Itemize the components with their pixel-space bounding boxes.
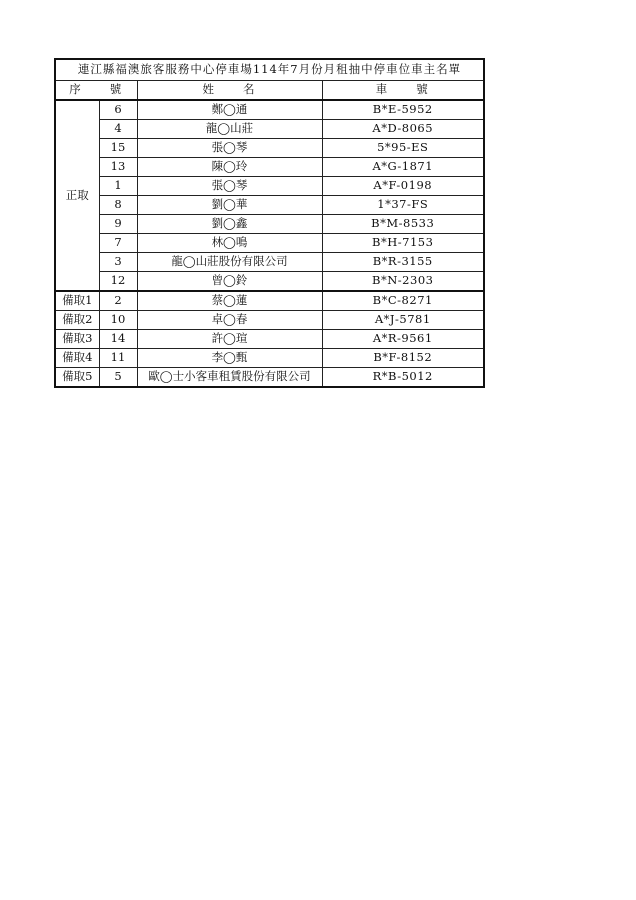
table-row — [55, 330, 484, 349]
owner-name: 龍◯山莊股份有限公司 — [137, 253, 322, 272]
draw-number: 3 — [99, 253, 137, 272]
table-row — [55, 368, 484, 388]
owner-name: 蔡◯蓮 — [137, 291, 322, 311]
draw-number: 7 — [99, 234, 137, 253]
draw-number: 15 — [99, 139, 137, 158]
table-row — [55, 234, 484, 253]
backup-label: 備取4 — [55, 349, 99, 368]
owner-name: 劉◯華 — [137, 196, 322, 215]
plate-number: B*N-2303 — [322, 272, 484, 292]
plate-number: B*M-8533 — [322, 215, 484, 234]
backup-label: 備取2 — [55, 311, 99, 330]
draw-number: 14 — [99, 330, 137, 349]
table-row — [55, 311, 484, 330]
table-row — [55, 139, 484, 158]
draw-number: 11 — [99, 349, 137, 368]
draw-number: 13 — [99, 158, 137, 177]
owner-name: 張◯琴 — [137, 139, 322, 158]
owner-name: 張◯琴 — [137, 177, 322, 196]
backup-label: 備取1 — [55, 291, 99, 311]
plate-number: A*F-0198 — [322, 177, 484, 196]
plate-number: 5*95-ES — [322, 139, 484, 158]
plate-number: B*C-8271 — [322, 291, 484, 311]
table-row — [55, 253, 484, 272]
plate-number: A*D-8065 — [322, 120, 484, 139]
draw-number: 5 — [99, 368, 137, 388]
title-row — [55, 59, 484, 81]
table-row — [55, 158, 484, 177]
plate-number: 1*37-FS — [322, 196, 484, 215]
owner-name: 劉◯鑫 — [137, 215, 322, 234]
draw-number: 8 — [99, 196, 137, 215]
table-row — [55, 196, 484, 215]
owner-name: 卓◯春 — [137, 311, 322, 330]
table-row — [55, 177, 484, 196]
owner-name: 林◯鳴 — [137, 234, 322, 253]
draw-number: 12 — [99, 272, 137, 292]
owner-name: 歐◯士小客車租賃股份有限公司 — [137, 368, 322, 388]
table-row — [55, 291, 484, 311]
plate-number: B*H-7153 — [322, 234, 484, 253]
owner-name: 李◯甄 — [137, 349, 322, 368]
plate-number: B*F-8152 — [322, 349, 484, 368]
header-row — [55, 81, 484, 101]
draw-number: 2 — [99, 291, 137, 311]
draw-number: 1 — [99, 177, 137, 196]
primary-group-label: 正取 — [55, 100, 99, 291]
header-seq: 序 號 — [55, 81, 137, 101]
plate-number: A*G-1871 — [322, 158, 484, 177]
sheet-title: 連江縣福澳旅客服務中心停車場114年7月份月租抽中停車位車主名單 — [55, 59, 484, 81]
plate-number: B*R-3155 — [322, 253, 484, 272]
draw-number: 4 — [99, 120, 137, 139]
owner-name: 曾◯鈴 — [137, 272, 322, 292]
owner-name: 龍◯山莊 — [137, 120, 322, 139]
draw-number: 10 — [99, 311, 137, 330]
plate-number: A*R-9561 — [322, 330, 484, 349]
owner-name: 陳◯玲 — [137, 158, 322, 177]
table-row — [55, 100, 484, 120]
owner-name: 許◯瑄 — [137, 330, 322, 349]
backup-label: 備取3 — [55, 330, 99, 349]
table-row — [55, 349, 484, 368]
plate-number: A*J-5781 — [322, 311, 484, 330]
table-row — [55, 215, 484, 234]
backup-label: 備取5 — [55, 368, 99, 388]
table-row — [55, 272, 484, 292]
table-row — [55, 120, 484, 139]
plate-number: B*E-5952 — [322, 100, 484, 120]
header-plate: 車 號 — [322, 81, 484, 101]
draw-number: 9 — [99, 215, 137, 234]
owner-name: 鄭◯通 — [137, 100, 322, 120]
draw-number: 6 — [99, 100, 137, 120]
lottery-result-table — [54, 58, 485, 388]
plate-number: R*B-5012 — [322, 368, 484, 388]
header-name: 姓 名 — [137, 81, 322, 101]
